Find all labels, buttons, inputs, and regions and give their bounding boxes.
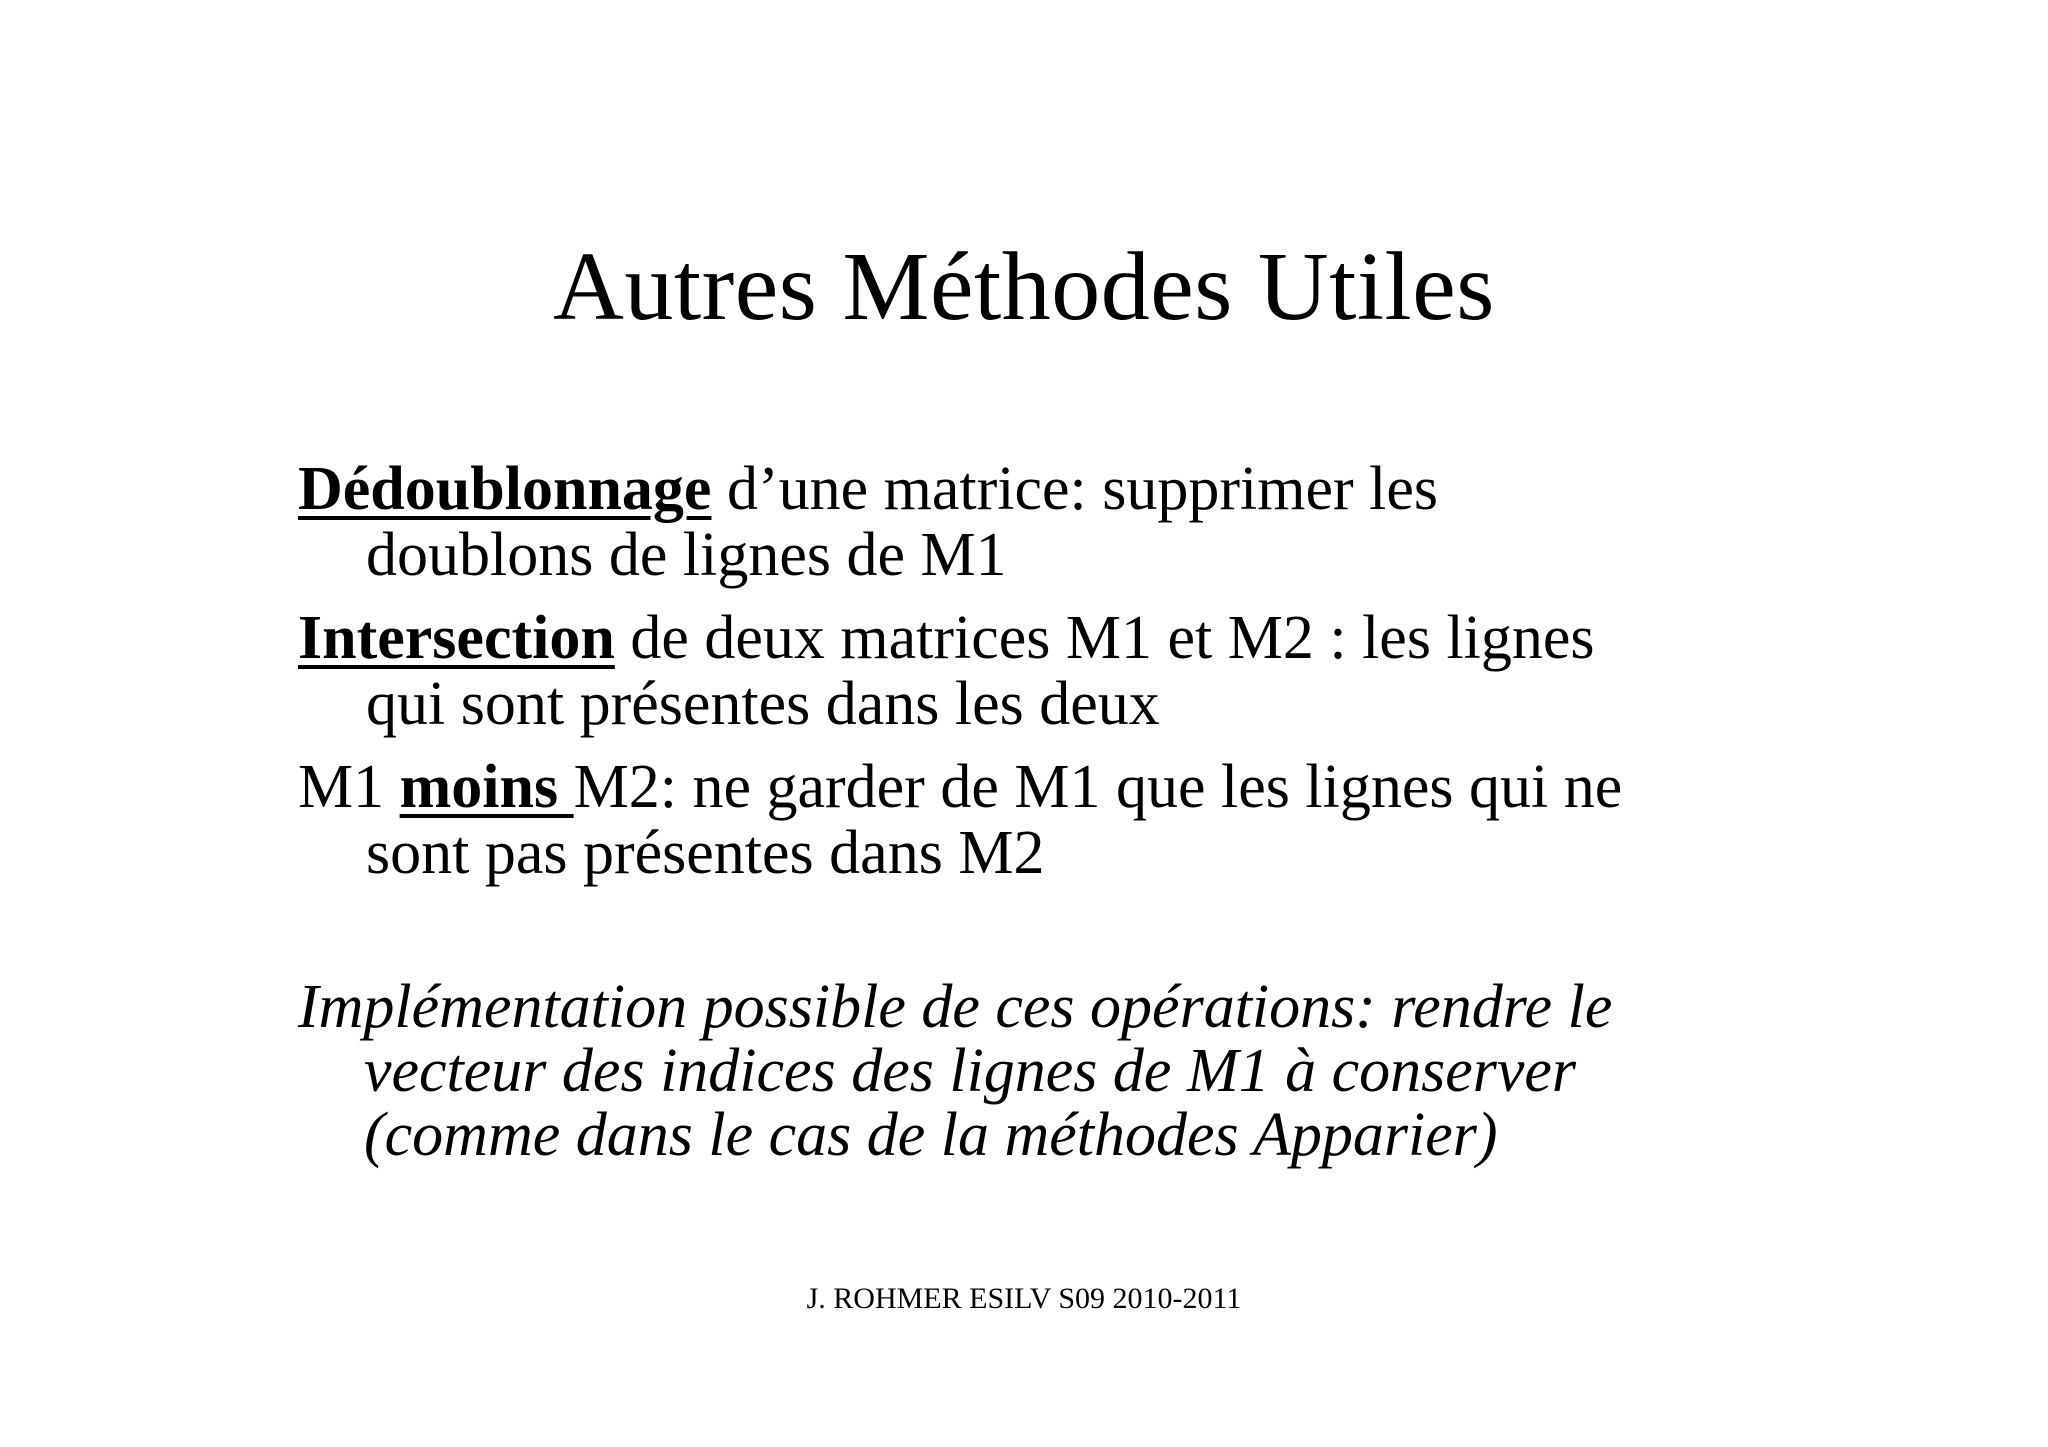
list-item-dedoublonnage	[298, 456, 1898, 588]
item-keyword: Dédoublonnage	[298, 455, 712, 523]
note-line: Implémentation possible de ces opérations: rendre le	[298, 973, 1613, 1041]
list-item-moins	[298, 754, 1898, 886]
item-keyword: Intersection	[298, 604, 615, 672]
slide-title: Autres Méthodes Utiles	[553, 233, 1495, 341]
item-text: d’une matrice: supprimer les	[711, 455, 1438, 523]
slide-footer: J. ROHMER ESILV S09 2010-2011	[806, 1282, 1242, 1315]
item-continuation: doublons de lignes de M1	[366, 521, 1007, 589]
item-continuation: qui sont présentes dans les deux	[366, 670, 1160, 738]
implementation-note	[298, 975, 1898, 1167]
item-text: de deux matrices M1 et M2 : les lignes	[614, 604, 1595, 672]
list-item-intersection	[298, 605, 1898, 737]
item-text: M2: ne garder de M1 que les lignes qui ne	[573, 753, 1623, 821]
item-prefix: M1	[298, 753, 400, 821]
note-line: (comme dans le cas de la méthodes Apparier)	[364, 1101, 1498, 1169]
note-line: vecteur des indices des lignes de M1 à conserver	[364, 1037, 1577, 1105]
item-keyword: moins	[399, 753, 574, 821]
item-continuation: sont pas présentes dans M2	[366, 819, 1045, 887]
